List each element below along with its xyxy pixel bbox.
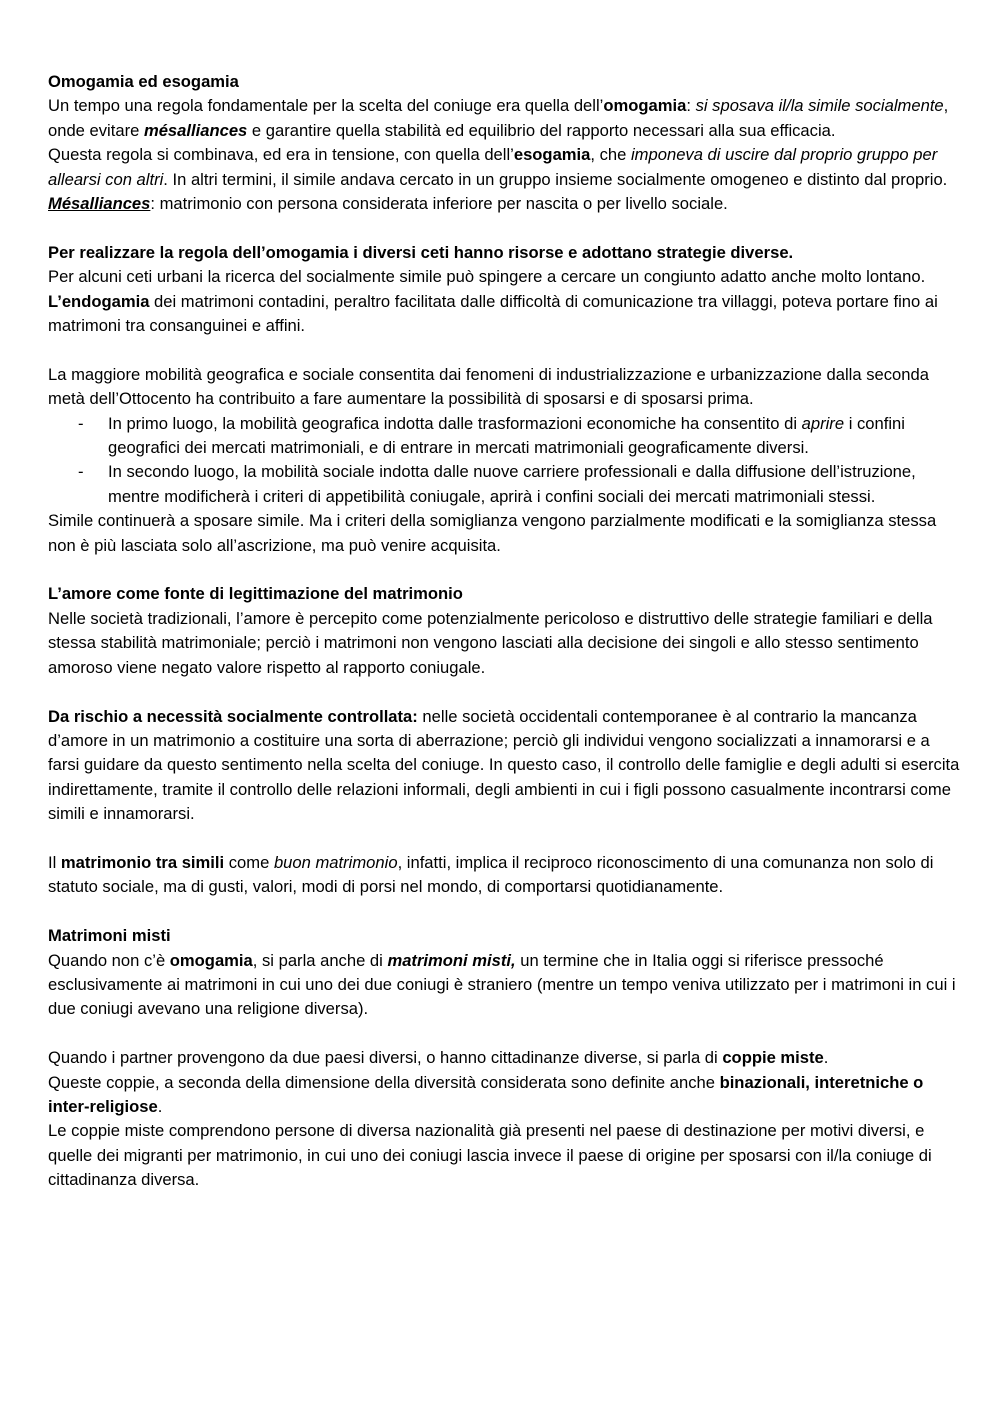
section-heading-amore: L’amore come fonte di legittimazione del matrimonio [48,584,463,604]
paragraph-coppie-definizione: Queste coppie, a seconda della dimensione della diversità considerata sono definite anche binazionali, interetniche o inter-religiose. [48,1072,924,1116]
dash-bullet: - [78,462,84,482]
section-heading-misti: Matrimoni misti [48,926,171,946]
section-heading-strategie: Per realizzare la regola dell’omogamia i diversi ceti hanno risorse e adottano strategie diverse. [48,242,794,262]
paragraph-rischio: Da rischio a necessità socialmente controllata: nelle società occidentali contemporanee è al contrario la mancanza d’amore in un matrimonio a costituire una sorta di aberrazione; perciò gli individui vengono socializzati a innamorarsi e a farsi guidare da questo sentimento nella scelta del coniuge. In questo caso, il controllo delle famiglie e degli adulti si esercita indirettamente, tramite il controllo delle relazioni informali, degli ambienti in cui i figli possono casualmente incontrarsi come simili e innamorarsi. [48,706,960,824]
spacer [48,338,960,362]
paragraph-endogamia: L’endogamia dei matrimoni contadini, peraltro facilitata dalle difficoltà di comunicazione tra villaggi, poteva portare fino ai matrimoni tra consanguinei e affini. [48,291,938,336]
paragraph-simile: Simile continuerà a sposare simile. Ma i criteri della somiglianza vengono parzialmente modificati e la somiglianza stessa non è più lasciata solo all’ascrizione, ma può venire acquisita. [48,511,937,555]
paragraph-matrimonio-simili: Il matrimonio tra simili come buon matrimonio, infatti, implica il reciproco riconoscimento di una comunanza non solo di statuto sociale, ma di gusti, valori, modi di porsi nel mondo, di comportarsi quotidianamente. [48,852,934,897]
spacer [48,216,960,240]
section-heading-omogamia: Omogamia ed esogamia [48,72,239,91]
definition-mesalliances: Mésalliances: matrimonio con persona considerata inferiore per nascita o per livello sociale. [48,194,728,214]
term-mesalliances: Mésalliances [48,194,151,214]
paragraph-societa-tradizionali: Nelle società tradizionali, l’amore è percepito come potenzialmente pericoloso e distruttivo delle strategie familiari e della stessa stabilità matrimoniale; perciò i matrimoni non vengono lasciati alla decisione dei singoli e allo stesso sentimento amoroso viene negato valore rispetto al rapporto coniugale. [48,608,933,677]
list-item: - In secondo luogo, la mobilità sociale indotta dalle nuove carriere professionali e dalla diffusione dell’istruzione, mentre modificherà i criteri di appetibilità coniugale, aprirà i confini sociali dei mercati matrimoniali stessi. [78,462,916,506]
paragraph-ceti-urbani: Per alcuni ceti urbani la ricerca del socialmente simile può spingere a cercare un congiunto adatto anche molto lontano. [48,267,926,287]
list-item: - In primo luogo, la mobilità geografica indotta dalle trasformazioni economiche ha consentito di aprire i confini geografici dei mercati matrimoniali, e di entrare in mercati matrimoniali geograficamente diversi. [78,413,905,458]
spacer [48,680,960,704]
spacer [48,827,960,851]
paragraph-mobilita: La maggiore mobilità geografica e sociale consentita dai fenomeni di industrializzazione e urbanizzazione dalla seconda metà dell’Ottocento ha contribuito a fare aumentare la possibilità di sposarsi e di sposarsi prima. [48,364,929,409]
spacer [48,900,960,924]
dash-list [48,412,960,510]
paragraph-omogamia: Un tempo una regola fondamentale per la scelta del coniuge era quella dell’omogamia: si sposava il/la simile socialmente, onde evitare mésalliances e garantire quella stabilità ed equilibrio del rapporto necessari alla sua efficacia. [48,96,949,140]
paragraph-matrimoni-misti: Quando non c’è omogamia, si parla anche di matrimoni misti, un termine che in Italia oggi si riferisce pressoché esclusivamente ai matrimoni in cui uno dei due coniugi è straniero (mentre un tempo veniva utilizzato per i matrimoni in cui i due coniugi avevano una religione diversa). [48,950,956,1019]
dash-bullet: - [78,413,84,433]
spacer [48,1022,960,1046]
paragraph-coppie-nazionalita: Le coppie miste comprendono persone di diversa nazionalità già presenti nel paese di destinazione per motivi diversi, e quelle dei migranti per matrimonio, in cui uno dei coniugi lascia invece il paese di origine per sposarsi con il/la coniuge di cittadinanza diversa. [48,1121,932,1190]
spacer [48,558,960,582]
paragraph-coppie-miste: Quando i partner provengono da due paesi diversi, o hanno cittadinanze diverse, si parla di coppie miste. [48,1048,829,1068]
paragraph-esogamia: Questa regola si combinava, ed era in tensione, con quella dell’esogamia, che imponeva di uscire dal proprio gruppo per allearsi con altri. In altri termini, il simile andava cercato in un gruppo insieme socialmente omogeneo e distinto dal proprio. [48,145,948,189]
